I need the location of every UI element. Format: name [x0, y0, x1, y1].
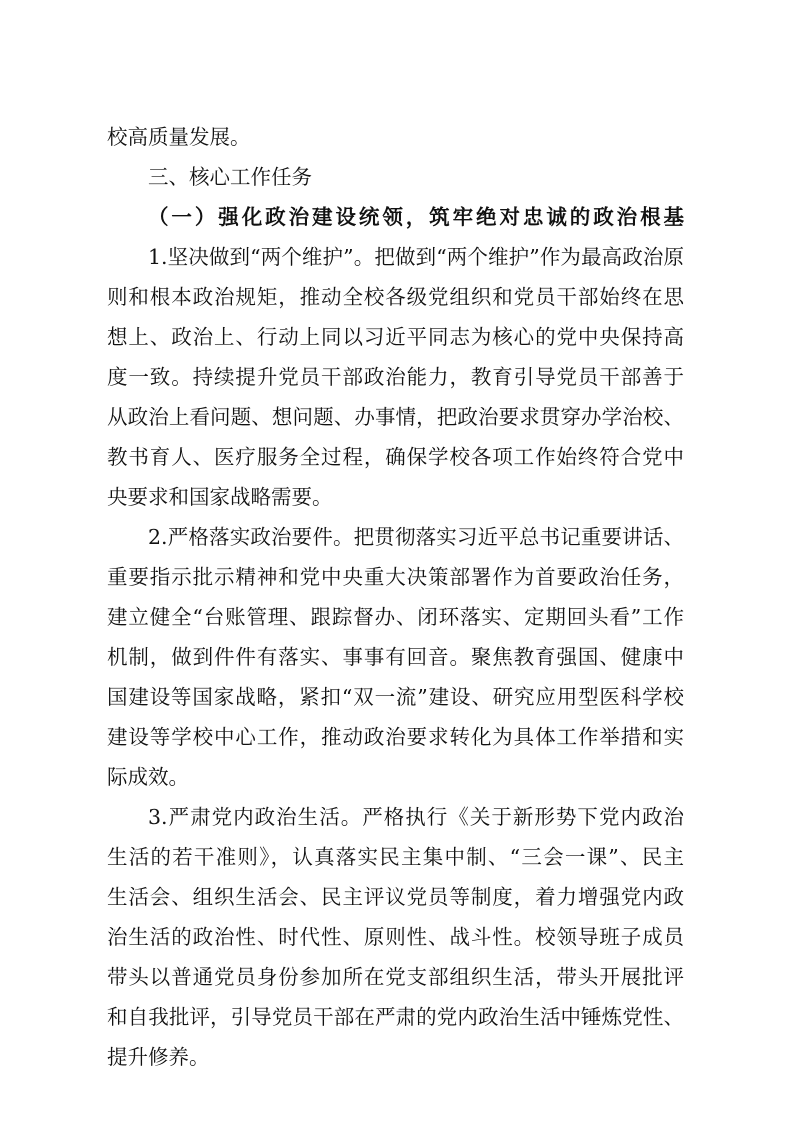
paragraph-line: 央要求和国家战略需要。: [107, 485, 333, 509]
paragraph-line: 建设等学校中心工作，推动政治要求转化为具体工作举措和实: [107, 725, 684, 749]
paragraph-line: 度一致。持续提升党员干部政治能力，教育引导党员干部善于: [107, 365, 684, 389]
paragraph-line: 想上、政治上、行动上同以习近平同志为核心的党中央保持高: [107, 325, 684, 349]
paragraph-line: 则和根本政治规矩，推动全校各级党组织和党员干部始终在思: [107, 285, 684, 309]
paragraph-line: 2.严格落实政治要件。把贯彻落实习近平总书记重要讲话、: [148, 525, 684, 549]
paragraph-line: 校高质量发展。: [107, 125, 251, 149]
paragraph-line: 生活会、组织生活会、民主评议党员等制度，着力增强党内政: [107, 885, 684, 909]
paragraph-line: 教书育人、医疗服务全过程，确保学校各项工作始终符合党中: [107, 445, 684, 469]
paragraph-line: 提升修养。: [107, 1045, 210, 1069]
paragraph-line: 3.严肃党内政治生活。严格执行《关于新形势下党内政治: [148, 805, 684, 829]
section-heading: 三、核心工作任务: [148, 165, 312, 189]
paragraph-line: 带头以普通党员身份参加所在党支部组织生活，带头开展批评: [107, 965, 684, 989]
paragraph-line: 机制，做到件件有落实、事事有回音。聚焦教育强国、健康中: [107, 645, 684, 669]
paragraph-line: 国建设等国家战略，紧扣“双一流”建设、研究应用型医科学校: [107, 685, 684, 709]
paragraph-line: 生活的若干准则》，认真落实民主集中制、“三会一课”、民主: [107, 845, 684, 869]
paragraph-line: 治生活的政治性、时代性、原则性、战斗性。校领导班子成员: [107, 925, 684, 949]
paragraph-line: 1.坚决做到“两个维护”。把做到“两个维护”作为最高政治原: [148, 245, 684, 269]
subsection-heading: （一）强化政治建设统领，筑牢绝对忠诚的政治根基: [148, 205, 684, 229]
paragraph-line: 建立健全“台账管理、跟踪督办、闭环落实、定期回头看”工作: [107, 605, 684, 629]
paragraph-line: 重要指示批示精神和党中央重大决策部署作为首要政治任务，: [107, 565, 684, 589]
paragraph-line: 从政治上看问题、想问题、办事情，把政治要求贯穿办学治校、: [107, 405, 684, 429]
paragraph-line: 际成效。: [107, 765, 189, 789]
paragraph-line: 和自我批评，引导党员干部在严肃的党内政治生活中锤炼党性、: [107, 1005, 684, 1029]
